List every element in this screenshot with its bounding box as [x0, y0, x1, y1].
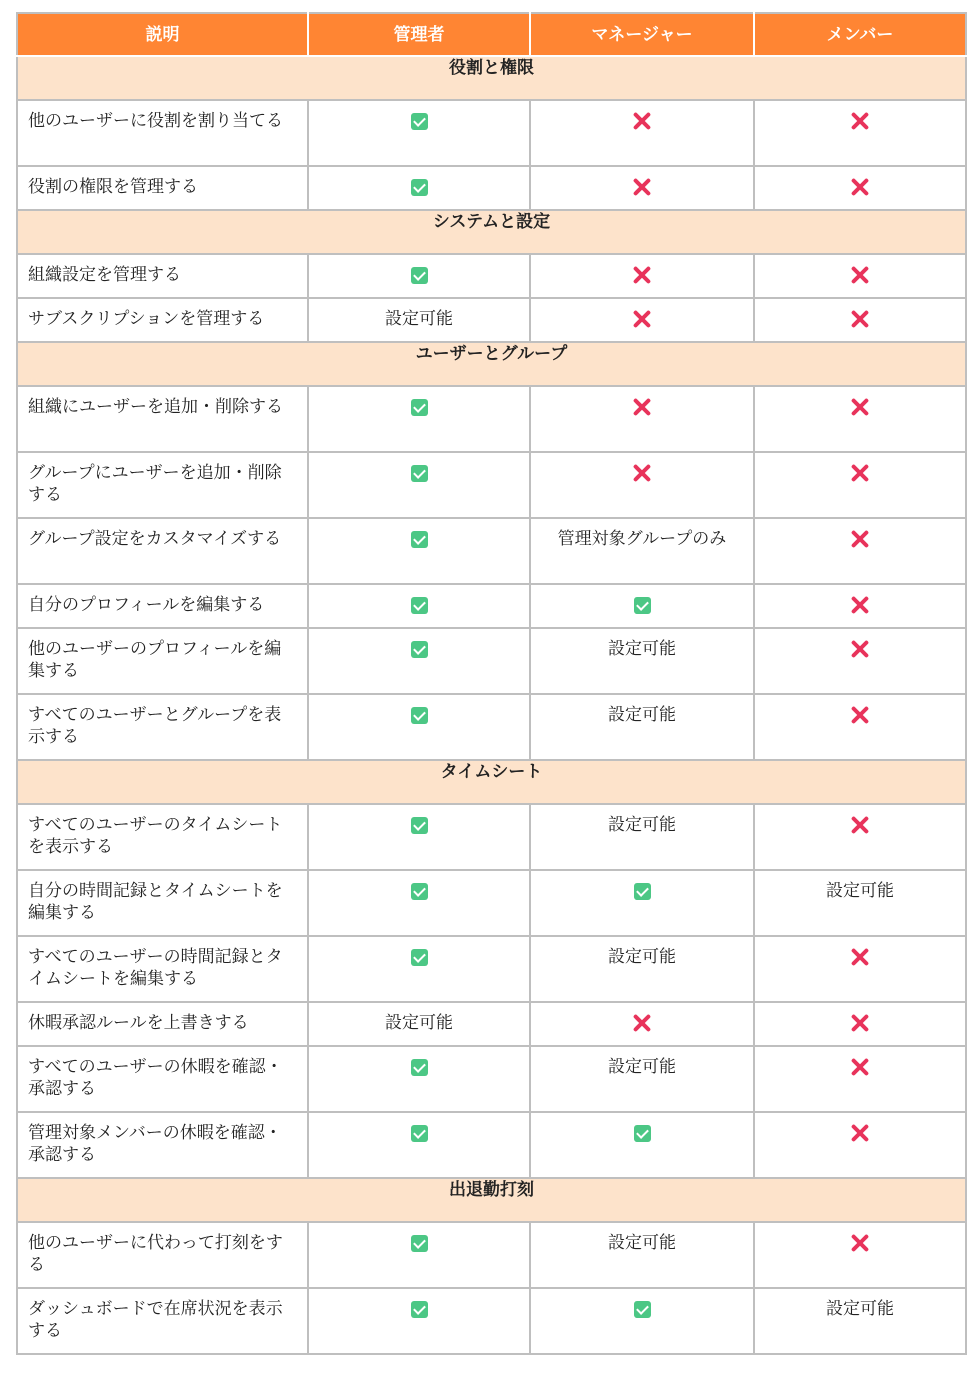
cross-icon	[632, 463, 652, 483]
cross-icon	[850, 397, 870, 417]
checkbox-checked-icon	[411, 707, 428, 724]
cell-manager	[530, 1222, 754, 1288]
cell-manager	[530, 166, 754, 210]
checkbox-checked-icon	[411, 641, 428, 658]
checkbox-checked-icon	[411, 267, 428, 284]
cell-admin	[308, 1046, 530, 1112]
permission-description: 自分のプロフィールを編集する	[17, 584, 308, 628]
permission-description: すべてのユーザーの休暇を確認・承認する	[17, 1046, 308, 1112]
header-member: メンバー	[754, 13, 966, 56]
cell-member	[754, 804, 966, 870]
cell-member	[754, 1112, 966, 1178]
checkbox-checked-icon	[411, 399, 428, 416]
cell-text: 設定可能	[608, 947, 676, 967]
checkbox-checked-icon	[634, 1125, 651, 1142]
cross-icon	[850, 177, 870, 197]
table-body	[17, 56, 966, 1354]
cell-manager	[530, 870, 754, 936]
table-header	[17, 13, 966, 56]
permissions-table	[16, 12, 967, 1355]
table-row	[17, 870, 966, 936]
header-admin: 管理者	[308, 13, 530, 56]
section-title: タイムシート	[17, 760, 966, 804]
cell-manager	[530, 518, 754, 584]
cross-icon	[632, 111, 652, 131]
cell-admin	[308, 386, 530, 452]
cell-manager	[530, 628, 754, 694]
permission-description: グループ設定をカスタマイズする	[17, 518, 308, 584]
header-description: 説明	[17, 13, 308, 56]
checkbox-checked-icon	[411, 949, 428, 966]
cell-member	[754, 628, 966, 694]
table-row	[17, 1046, 966, 1112]
cross-icon	[850, 265, 870, 285]
cell-manager	[530, 452, 754, 518]
checkbox-checked-icon	[411, 883, 428, 900]
cell-text: 設定可能	[608, 639, 676, 659]
permission-description: 組織にユーザーを追加・削除する	[17, 386, 308, 452]
cell-text: 設定可能	[385, 1013, 453, 1033]
cell-manager	[530, 1002, 754, 1046]
cell-admin	[308, 1112, 530, 1178]
cross-icon	[850, 463, 870, 483]
checkbox-checked-icon	[411, 597, 428, 614]
cell-manager	[530, 1288, 754, 1354]
table-row	[17, 1222, 966, 1288]
cell-admin	[308, 452, 530, 518]
cell-member	[754, 518, 966, 584]
permission-description: 他のユーザーに役割を割り当てる	[17, 100, 308, 166]
cross-icon	[850, 111, 870, 131]
section-row	[17, 56, 966, 100]
cross-icon	[850, 815, 870, 835]
cell-admin	[308, 518, 530, 584]
checkbox-checked-icon	[411, 1235, 428, 1252]
cell-admin	[308, 1288, 530, 1354]
cell-admin	[308, 1222, 530, 1288]
cell-text: 設定可能	[608, 1057, 676, 1077]
table-row	[17, 936, 966, 1002]
cell-text: 設定可能	[826, 1299, 894, 1319]
cell-member	[754, 298, 966, 342]
cell-manager	[530, 298, 754, 342]
table-row	[17, 100, 966, 166]
cell-admin	[308, 584, 530, 628]
checkbox-checked-icon	[411, 465, 428, 482]
cross-icon	[632, 265, 652, 285]
cell-text: 設定可能	[608, 815, 676, 835]
cell-admin	[308, 804, 530, 870]
permission-description: 管理対象メンバーの休暇を確認・承認する	[17, 1112, 308, 1178]
table-row	[17, 1112, 966, 1178]
cell-member	[754, 166, 966, 210]
cell-admin	[308, 936, 530, 1002]
table-row	[17, 694, 966, 760]
cell-admin	[308, 1002, 530, 1046]
cell-member	[754, 254, 966, 298]
permission-description: 他のユーザーに代わって打刻をする	[17, 1222, 308, 1288]
permission-description: 休暇承認ルールを上書きする	[17, 1002, 308, 1046]
permission-description: グループにユーザーを追加・削除する	[17, 452, 308, 518]
checkbox-checked-icon	[634, 597, 651, 614]
permission-description: すべてのユーザーとグループを表示する	[17, 694, 308, 760]
table-row	[17, 518, 966, 584]
table-row	[17, 166, 966, 210]
cell-member	[754, 100, 966, 166]
cell-text: 設定可能	[385, 309, 453, 329]
permission-description: 組織設定を管理する	[17, 254, 308, 298]
cell-manager	[530, 254, 754, 298]
cell-manager	[530, 1046, 754, 1112]
checkbox-checked-icon	[411, 817, 428, 834]
cell-text: 設定可能	[608, 705, 676, 725]
cell-manager	[530, 694, 754, 760]
section-title: 出退勤打刻	[17, 1178, 966, 1222]
section-title: 役割と権限	[17, 56, 966, 100]
cell-text: 設定可能	[608, 1233, 676, 1253]
cross-icon	[850, 1233, 870, 1253]
section-title: ユーザーとグループ	[17, 342, 966, 386]
cell-admin	[308, 254, 530, 298]
cell-manager	[530, 804, 754, 870]
checkbox-checked-icon	[411, 113, 428, 130]
table-row	[17, 254, 966, 298]
checkbox-checked-icon	[411, 179, 428, 196]
checkbox-checked-icon	[634, 883, 651, 900]
cell-admin	[308, 166, 530, 210]
section-title: システムと設定	[17, 210, 966, 254]
cross-icon	[632, 309, 652, 329]
cross-icon	[850, 705, 870, 725]
cell-member	[754, 584, 966, 628]
table-row	[17, 1002, 966, 1046]
permission-description: サブスクリプションを管理する	[17, 298, 308, 342]
cell-member	[754, 1288, 966, 1354]
cell-admin	[308, 694, 530, 760]
checkbox-checked-icon	[411, 1059, 428, 1076]
cell-member	[754, 1046, 966, 1112]
section-row	[17, 760, 966, 804]
table-row	[17, 804, 966, 870]
cross-icon	[850, 1057, 870, 1077]
cell-member	[754, 452, 966, 518]
cell-member	[754, 386, 966, 452]
cross-icon	[632, 177, 652, 197]
permission-description: 役割の権限を管理する	[17, 166, 308, 210]
permission-description: ダッシュボードで在席状況を表示する	[17, 1288, 308, 1354]
cell-admin	[308, 100, 530, 166]
cross-icon	[850, 947, 870, 967]
permission-description: すべてのユーザーのタイムシートを表示する	[17, 804, 308, 870]
checkbox-checked-icon	[411, 1301, 428, 1318]
cell-manager	[530, 936, 754, 1002]
cell-manager	[530, 1112, 754, 1178]
table-row	[17, 628, 966, 694]
cross-icon	[850, 639, 870, 659]
cell-admin	[308, 870, 530, 936]
cross-icon	[632, 397, 652, 417]
cell-manager	[530, 584, 754, 628]
cell-text: 管理対象グループのみ	[557, 529, 727, 549]
cell-member	[754, 1222, 966, 1288]
cross-icon	[850, 595, 870, 615]
table-row	[17, 1288, 966, 1354]
cell-admin	[308, 628, 530, 694]
permission-description: 自分の時間記録とタイムシートを編集する	[17, 870, 308, 936]
cross-icon	[850, 529, 870, 549]
checkbox-checked-icon	[634, 1301, 651, 1318]
header-row	[17, 13, 966, 56]
cell-member	[754, 936, 966, 1002]
cross-icon	[850, 309, 870, 329]
section-row	[17, 210, 966, 254]
checkbox-checked-icon	[411, 1125, 428, 1142]
cell-member	[754, 870, 966, 936]
table-row	[17, 386, 966, 452]
section-row	[17, 342, 966, 386]
checkbox-checked-icon	[411, 531, 428, 548]
permission-description: 他のユーザーのプロフィールを編集する	[17, 628, 308, 694]
cross-icon	[632, 1013, 652, 1033]
cell-manager	[530, 100, 754, 166]
cell-member	[754, 694, 966, 760]
cell-member	[754, 1002, 966, 1046]
permission-description: すべてのユーザーの時間記録とタイムシートを編集する	[17, 936, 308, 1002]
section-row	[17, 1178, 966, 1222]
header-manager: マネージャー	[530, 13, 754, 56]
table-row	[17, 452, 966, 518]
cell-manager	[530, 386, 754, 452]
cross-icon	[850, 1123, 870, 1143]
cell-admin	[308, 298, 530, 342]
table-row	[17, 298, 966, 342]
cross-icon	[850, 1013, 870, 1033]
table-row	[17, 584, 966, 628]
cell-text: 設定可能	[826, 881, 894, 901]
